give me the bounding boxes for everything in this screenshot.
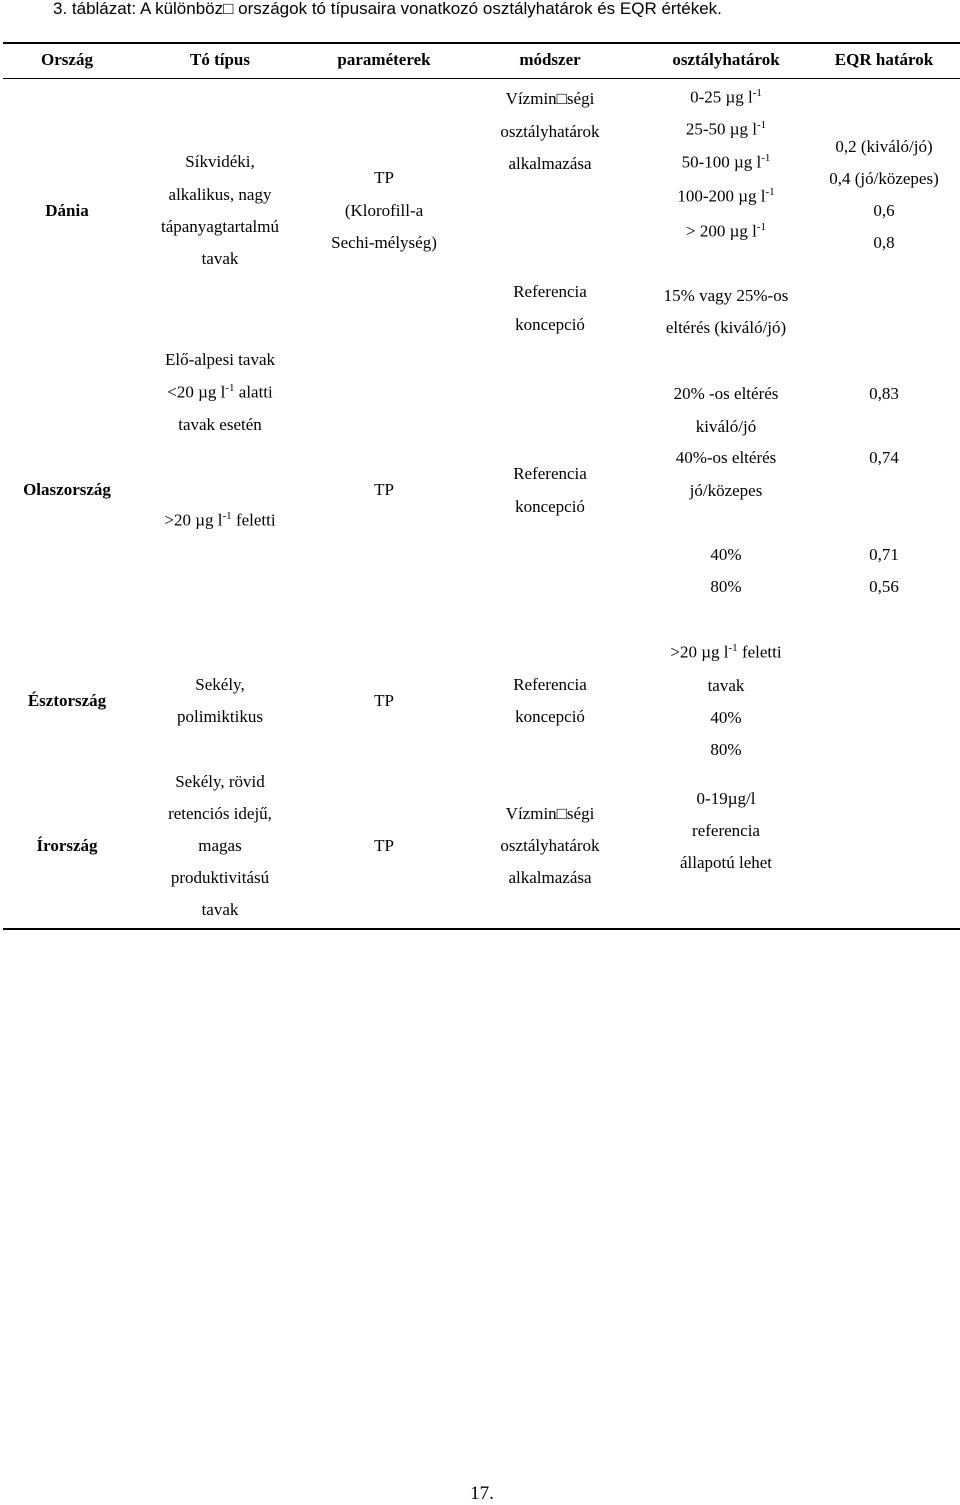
lake-type-line: <20 µg $l^{-1}$ alatti <box>167 382 273 402</box>
eqr-value: 0,83 <box>869 384 899 403</box>
header-lake-type: Tó típus <box>190 50 250 69</box>
bottom-rule <box>3 928 960 930</box>
parameter-line: TP <box>374 691 394 710</box>
class-bound: jó/közepes <box>689 481 763 500</box>
header-rule <box>3 78 960 79</box>
method-line: osztályhatárok <box>500 836 600 855</box>
country-dania: Dánia <box>45 201 89 220</box>
class-bound: >20 µg $l^{-1}$ feletti <box>670 642 782 662</box>
eqr-value: 0,6 <box>873 201 895 220</box>
class-bound: 40%-os eltérés <box>675 448 777 467</box>
class-bound: 0-19µg/l <box>696 789 756 808</box>
class-bound: referencia <box>692 821 760 840</box>
lake-type-line: Sekély, <box>195 675 245 694</box>
method-line: alkalmazása <box>508 868 592 887</box>
lake-type-line: produktivitású <box>170 868 270 887</box>
method-line: Referencia <box>513 675 587 694</box>
class-bound: állapotú lehet <box>679 853 773 872</box>
eqr-value: 0,2 (kiváló/jó) <box>835 137 933 156</box>
class-bound: eltérés (kiváló/jó) <box>665 318 787 337</box>
lake-type-line: tavak <box>201 249 239 268</box>
eqr-value: 0,74 <box>869 448 899 467</box>
class-bound: 100-200 µg $l^{-1}$ <box>677 186 775 206</box>
method-line: alkalmazása <box>508 154 592 173</box>
country-irorszag: Írország <box>36 836 98 855</box>
lake-type-line: Síkvidéki, <box>185 152 255 171</box>
class-bound: tavak <box>707 676 745 695</box>
lake-type-line: Elő-alpesi tavak <box>165 350 275 369</box>
page-number: 17. <box>470 1483 494 1504</box>
header-country: Ország <box>41 50 93 69</box>
lake-type-line: >20 µg $l^{-1}$ feletti <box>164 510 276 530</box>
method-line: Vízmin□ségi <box>505 89 595 108</box>
country-esztorszag: Észtország <box>27 691 107 710</box>
country-olaszorszag: Olaszország <box>23 480 111 499</box>
class-bound: 80% <box>710 577 742 596</box>
method-line: koncepció <box>515 707 585 726</box>
header-parameters: paraméterek <box>337 50 431 69</box>
lake-type-line: tavak esetén <box>178 415 262 434</box>
eqr-value: 0,56 <box>869 577 899 596</box>
class-bound: 50-100 µg $l^{-1}$ <box>681 152 771 172</box>
lake-type-line: Sekély, rövid <box>175 772 265 791</box>
parameter-line: Sechi-mélység) <box>331 233 437 252</box>
lake-type-line: tápanyagtartalmú <box>160 217 280 236</box>
lake-type-line: tavak <box>201 900 239 919</box>
method-line: koncepció <box>515 315 585 334</box>
class-bound: > 200 µg $l^{-1}$ <box>685 221 767 241</box>
table-caption: 3. táblázat: A különböz□ országok tó típusaira vonatkozó osztályhatárok és EQR értékek. <box>53 0 722 18</box>
eqr-value: 0,8 <box>873 233 895 252</box>
parameter-line: TP <box>374 168 394 187</box>
eqr-value: 0,4 (jó/közepes) <box>829 169 939 188</box>
class-bound: 40% <box>710 708 742 727</box>
method-line: Referencia <box>513 282 587 301</box>
class-bound: kiváló/jó <box>695 417 757 436</box>
lake-type-line: magas <box>198 836 242 855</box>
header-class-bounds: osztályhatárok <box>672 50 780 69</box>
method-line: Referencia <box>513 464 587 483</box>
method-line: Vízmin□ségi <box>505 804 595 823</box>
parameter-line: (Klorofill-a <box>344 201 424 220</box>
method-line: osztályhatárok <box>500 122 600 141</box>
eqr-value: 0,71 <box>869 545 899 564</box>
top-rule <box>3 42 960 44</box>
parameter-line: TP <box>374 836 394 855</box>
class-bound: 25-50 µg $l^{-1}$ <box>685 119 767 139</box>
lake-type-line: retenciós idejű, <box>168 804 272 823</box>
class-bound: 40% <box>710 545 742 564</box>
lake-type-line: alkalikus, nagy <box>168 185 272 204</box>
header-method: módszer <box>519 50 581 69</box>
class-bound: 0-25 µg $l^{-1}$ <box>690 87 762 107</box>
class-bound: 20% -os eltérés <box>673 384 779 403</box>
header-eqr: EQR határok <box>834 50 934 69</box>
class-bound: 15% vagy 25%-os <box>663 286 789 305</box>
class-bound: 80% <box>710 740 742 759</box>
lake-type-line: polimiktikus <box>177 707 263 726</box>
method-line: koncepció <box>515 497 585 516</box>
parameter-line: TP <box>374 480 394 499</box>
